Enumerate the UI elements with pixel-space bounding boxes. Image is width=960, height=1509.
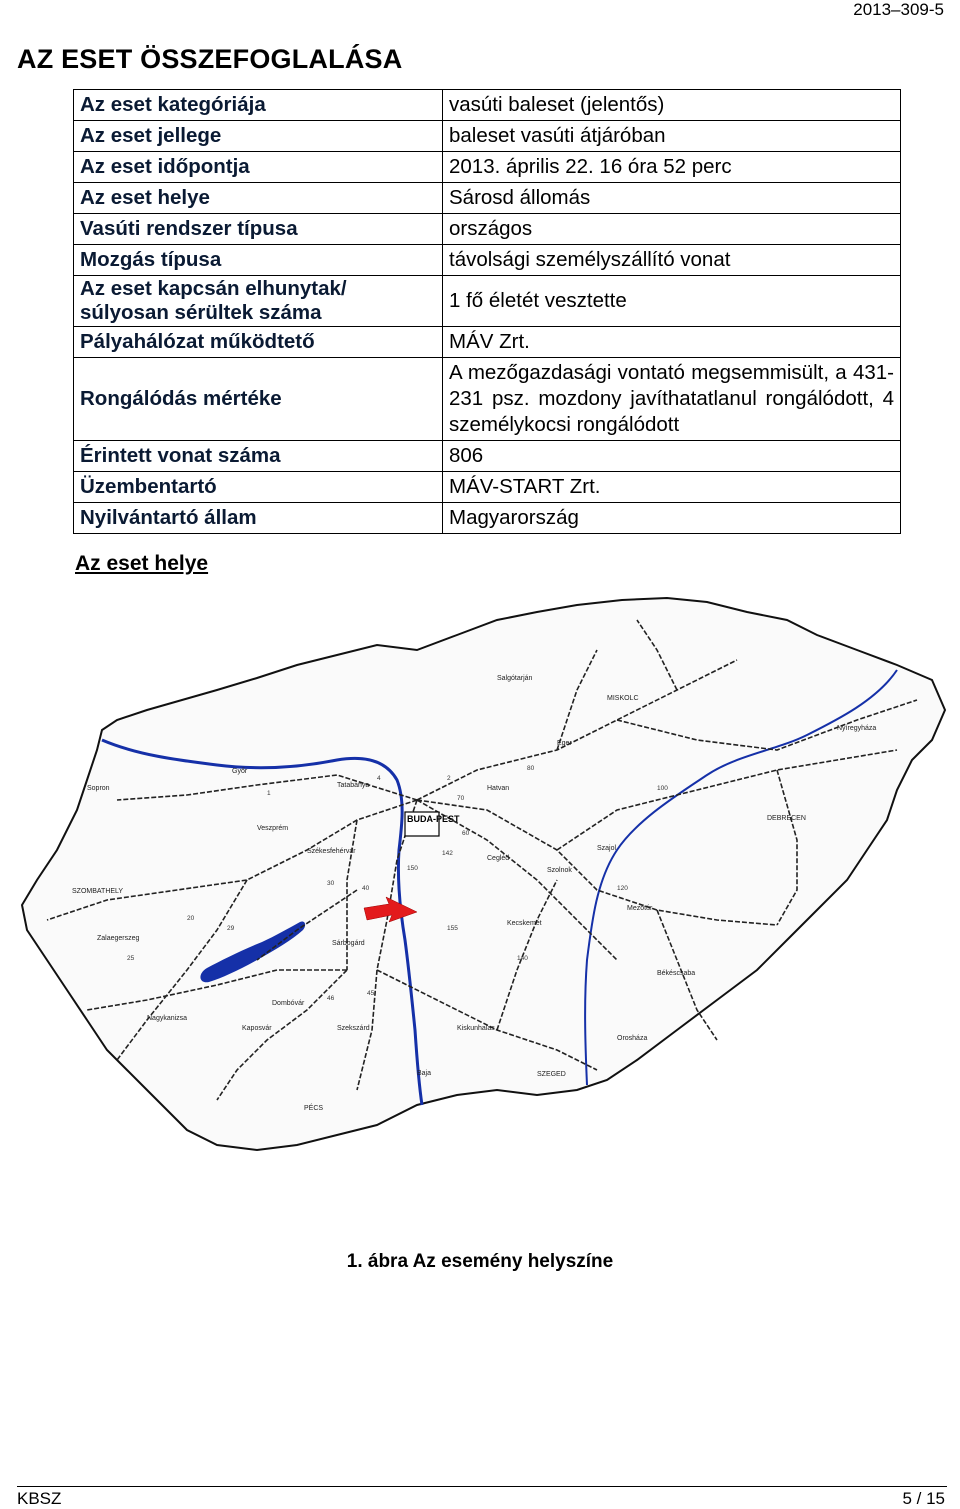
table-row xyxy=(74,121,901,152)
line-number: 2 xyxy=(447,775,451,782)
map-label-veszprem: Veszprém xyxy=(257,825,289,832)
footer-page-number: 5 / 15 xyxy=(902,1489,945,1508)
map-label-pecs: PÉCS xyxy=(304,1105,324,1112)
line-number: 120 xyxy=(617,885,628,892)
map-label-salgotarjan: Salgótarján xyxy=(497,675,533,682)
line-number: 155 xyxy=(447,925,458,932)
table-row xyxy=(74,214,901,245)
row-label: Az eset helye xyxy=(74,183,443,214)
row-value: Magyarország xyxy=(443,503,901,534)
table-row xyxy=(74,441,901,472)
footer-organization: KBSZ xyxy=(17,1489,62,1508)
map-label-kecskemet: Kecskemét xyxy=(507,920,542,927)
table-row xyxy=(74,472,901,503)
map-label-kiskunhalas: Kiskunhalas xyxy=(457,1025,495,1032)
row-label: Mozgás típusa xyxy=(74,245,443,276)
page-title: AZ ESET ÖSSZEFOGLALÁSA xyxy=(17,44,403,74)
map-label-hatvan: Hatvan xyxy=(487,785,510,792)
table-row xyxy=(74,358,901,441)
map-label-budapest: BUDA-PEST xyxy=(407,814,460,824)
row-label: Az eset jellege xyxy=(74,121,443,152)
row-value: 2013. április 22. 16 óra 52 perc xyxy=(443,152,901,183)
line-number: 40 xyxy=(362,885,370,892)
map-label-gyor: Győr xyxy=(232,768,248,775)
map-label-debrecen: DEBRECEN xyxy=(767,815,806,822)
line-number: 46 xyxy=(327,995,335,1002)
line-number: 142 xyxy=(442,850,453,857)
row-label-line: Az eset kapcsán elhunytak/ xyxy=(80,277,347,300)
table-row xyxy=(74,152,901,183)
row-value: Sárosd állomás xyxy=(443,183,901,214)
map-label-nyiregyhaza: Nyíregyháza xyxy=(837,725,877,732)
line-number: 29 xyxy=(227,925,235,932)
map-label-zalaegerszeg: Zalaegerszeg xyxy=(97,935,140,942)
table-row xyxy=(74,276,901,327)
map-label-sopron: Sopron xyxy=(87,785,110,792)
line-number: 4 xyxy=(377,775,381,782)
footer-divider xyxy=(17,1486,947,1487)
line-number: 30 xyxy=(327,880,335,887)
row-label: Érintett vonat száma xyxy=(74,441,443,472)
row-label: Üzembentartó xyxy=(74,472,443,503)
map-label-kaposvar: Kaposvár xyxy=(242,1025,272,1032)
row-label: Nyilvántartó állam xyxy=(74,503,443,534)
line-number: 20 xyxy=(187,915,195,922)
table-row xyxy=(74,90,901,121)
line-number: 25 xyxy=(127,955,135,962)
map-label-szajol: Szajol xyxy=(597,845,617,852)
figure-caption: 1. ábra Az esemény helyszíne xyxy=(346,1251,614,1272)
row-label xyxy=(74,276,443,327)
map-label-szekszard: Szekszárd xyxy=(337,1025,370,1032)
map-label-baja: Baja xyxy=(417,1070,432,1077)
row-label: Az eset kategóriája xyxy=(74,90,443,121)
row-value: 1 fő életét vesztette xyxy=(443,276,901,327)
line-number: 100 xyxy=(657,785,668,792)
country-outline xyxy=(22,598,945,1150)
map-label-tatabanya: Tatabánya xyxy=(337,782,370,789)
row-value: MÁV-START Zrt. xyxy=(443,472,901,503)
railway-map-graphic xyxy=(17,590,949,1250)
map-label-sarbogard: Sárbogárd xyxy=(332,940,365,947)
row-label: Pályahálózat működtető xyxy=(74,327,443,358)
map-label-cegled: Cegléd xyxy=(487,855,510,862)
row-value: 806 xyxy=(443,441,901,472)
map-label-szombathely: SZOMBATHELY xyxy=(72,888,124,895)
line-number: 60 xyxy=(462,830,470,837)
table-row xyxy=(74,245,901,276)
row-value: baleset vasúti átjáróban xyxy=(443,121,901,152)
row-label: Vasúti rendszer típusa xyxy=(74,214,443,245)
map-label-szeged: SZEGED xyxy=(537,1071,566,1078)
map-label-szolnok: Szolnok xyxy=(547,867,572,874)
row-label: Az eset időpontja xyxy=(74,152,443,183)
summary-table xyxy=(73,89,901,534)
table-row xyxy=(74,503,901,534)
map-label-miskolc: MISKOLC xyxy=(607,695,639,702)
row-value: vasúti baleset (jelentős) xyxy=(443,90,901,121)
line-number: 70 xyxy=(457,795,465,802)
line-number: 1 xyxy=(267,790,271,797)
row-value: MÁV Zrt. xyxy=(443,327,901,358)
map-label-nagykanizsa: Nagykanizsa xyxy=(147,1015,188,1022)
line-number: 80 xyxy=(527,765,535,772)
map-label-dombovar: Dombóvár xyxy=(272,1000,305,1007)
map-label-eger: Eger xyxy=(557,740,572,747)
row-label: Rongálódás mértéke xyxy=(74,358,443,441)
row-value: országos xyxy=(443,214,901,245)
row-value: távolsági személyszállító vonat xyxy=(443,245,901,276)
line-number: 45 xyxy=(367,990,375,997)
row-value: A mezőgazdasági vontató megsemmisült, a 431-231 psz. mozdony javíthatatlanul rongálódott, 4 személykocsi rongálódott xyxy=(443,358,901,441)
map-label-oroshaza: Orosháza xyxy=(617,1035,648,1042)
map-label-bekescsaba: Békéscsaba xyxy=(657,970,696,977)
line-number: 150 xyxy=(407,865,418,872)
line-number: 140 xyxy=(517,955,528,962)
railway-map xyxy=(17,590,949,1250)
document-id: 2013–309-5 xyxy=(853,0,944,19)
map-label-mezotur: Mezőtúr xyxy=(627,905,653,912)
table-row xyxy=(74,183,901,214)
table-row xyxy=(74,327,901,358)
section-heading: Az eset helye xyxy=(75,552,209,575)
map-label-szekesfehervar: Székesfehérvár xyxy=(307,848,356,855)
row-label-line: súlyosan sérültek száma xyxy=(80,301,322,324)
